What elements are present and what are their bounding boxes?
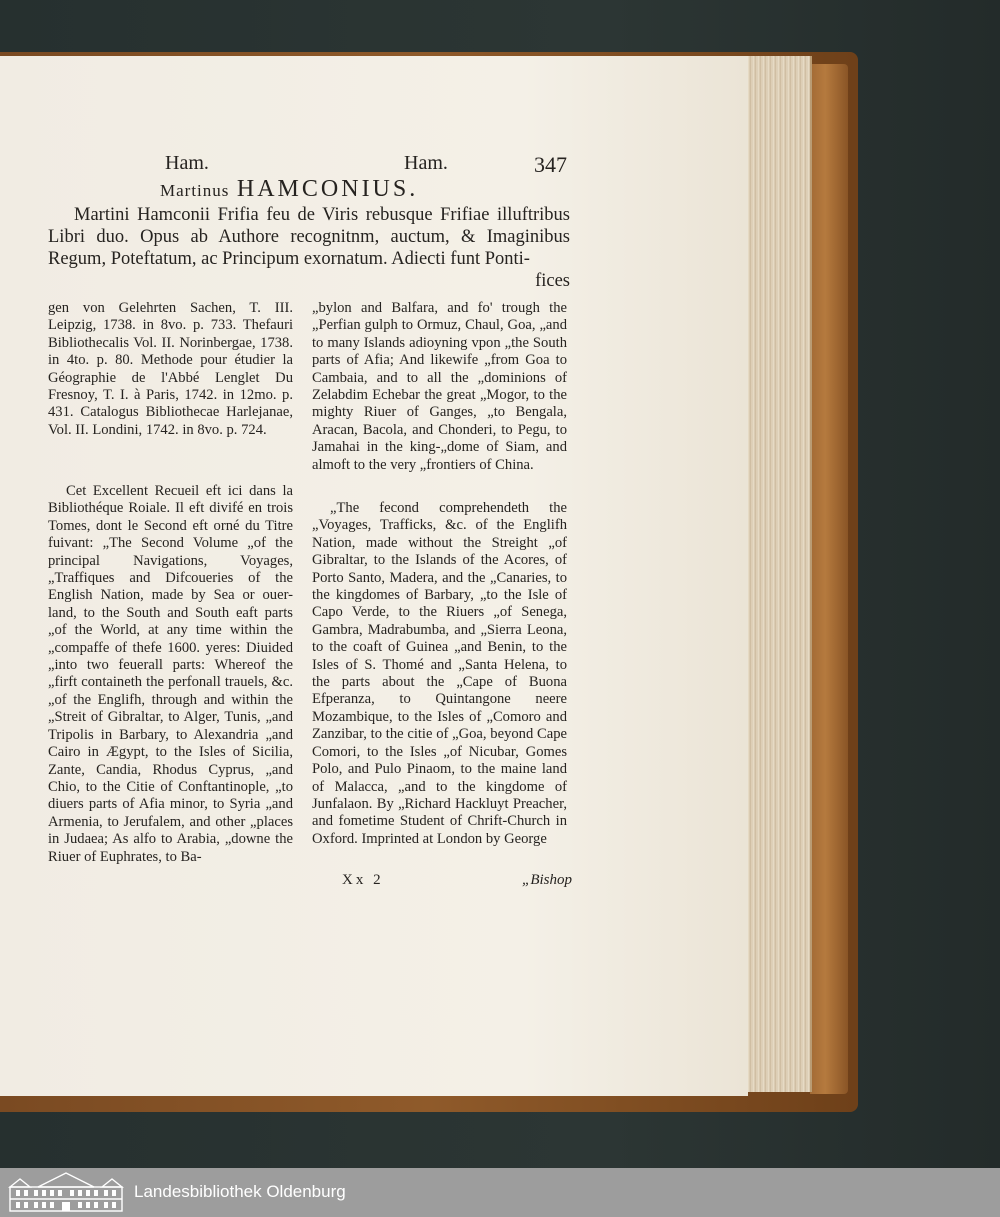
signature-mark: Xx 2 [342,872,384,888]
left-paragraph-2: Cet Excellent Recueil eft ici dans la Bibliothéque Roiale. Il eft divifé en trois Tomes, dont le Second eft orné du Titre fuivant: „The Second Volume „of the principal Navigations, Voyages, „Traffiques and Difcoueries of the English Nation, made by Sea or ouer-land, to the South and South eaft parts „of the World, at any time within the „compaffe of thefe 1600. yeres: Diuided „into two feuerall parts: Whereof the „firft containeth the perfonall trauels, &c. „of the Englifh, through and within the „Streit of Gibraltar, to Alger, Tunis, „and Tripolis in Barbary, to Alexandria „and Cairo in Ægypt, to the Isles of Sicilia, Zante, Candia, Rhodus Cyprus, „and Chio, to the Citie of Conftantinople, „to diuers parts of Afia minor, to Syria „and Armenia, to Jerufalem, and other „places in Judaea; As alfo to Arabia, „downe the Riuer of Euphrates, to Ba- [48,483,293,865]
catchword: „Bishop [522,872,573,888]
book-page [0,56,748,1096]
left-column-references [48,300,293,439]
right-paragraph-2: „The fecond comprehendeth the „Voyages, Trafficks, &c. of the Englifh Nation, made without the Streight „of Gibraltar, to the Islands of the Acores, of Porto Santo, Madera, and the „Canaries, to the kingdomes of Barbary, „to the Isle of Capo Verde, to the Riuers „of Senega, Gambra, Madrabumba, and „Sierra Leona, to the coaft of Guinea „and Benin, to the Isles of S. Thomé and „Santa Helena, to the parts about the „Cape of Buona Efperanza, to Quintangone neere Mozambique, to the Isles of „Comoro and Zanzibar, to the citie of „Goa, beyond Cape Comori, to the Isles „of Nicubar, Gomes Polo, and Pulo Pinaom, to the maine land of Malacca, „and to the kingdome of Junfalaon. By „Richard Hackluyt Preacher, and fometime Student of Chrift-Church in Oxford. Imprinted at London by George [312,500,567,847]
footer-bar [0,1168,1000,1217]
right-paragraph-1: „bylon and Balfara, and fo' trough the „Perfian gulph to Ormuz, Chaul, Goa, „and to many Islands adioyning vpon „the South parts of Afia; And likewife „from Goa to Cambaia, and to all the „dominions of Zelabdim Echebar the great „Mogor, to the mighty Riuer of Ganges, „to Bengala, Aracan, Bacola, and Chonderi, to Pegu, to Jamahai in the king-„dome of Siam, and almoft to the very „frontiers of China. [312,300,567,473]
left-paragraph-1: gen von Gelehrten Sachen, T. III. Leipzig, 1738. in 8vo. p. 733. Thefauri Bibliothecalis Vol. II. Norinbergae, 1738. in 4to. p. 80. Methode pour étudier la Géographie de l'Abbé Lenglet Du Fresnoy, T. I. à Paris, 1742. in 12mo. p. 431. Catalogus Bibliothecae Harlejanae, Vol. II. Londini, 1742. in 8vo. p. 724. [48,300,293,438]
library-name[interactable]: Landesbibliothek Oldenburg [134,1182,346,1201]
entry-intro [48,204,570,292]
page-number: 347 [534,152,567,177]
title-prefix: Martinus [160,181,230,200]
intro-last-word: fices [535,271,570,291]
running-head-left: Ham. [165,152,209,174]
right-column-continuation [312,300,567,474]
running-head-center: Ham. [404,152,448,174]
title-main: HAMCONIUS. [236,176,419,202]
library-building-icon[interactable] [8,1171,124,1213]
entry-title [160,176,418,203]
left-column-description [48,483,293,866]
intro-text: Martini Hamconii Frifia feu de Viris rebusque Frifiae illuftribus Libri duo. Opus ab Authore recognitnm, auctum, & Imaginibus Regum, Poteftatum, ac Principum exornatum. Adiecti funt Ponti- [48,205,570,269]
page-edges [742,56,812,1092]
right-column-second-part [312,500,567,848]
book-spine-edge [810,64,848,1094]
